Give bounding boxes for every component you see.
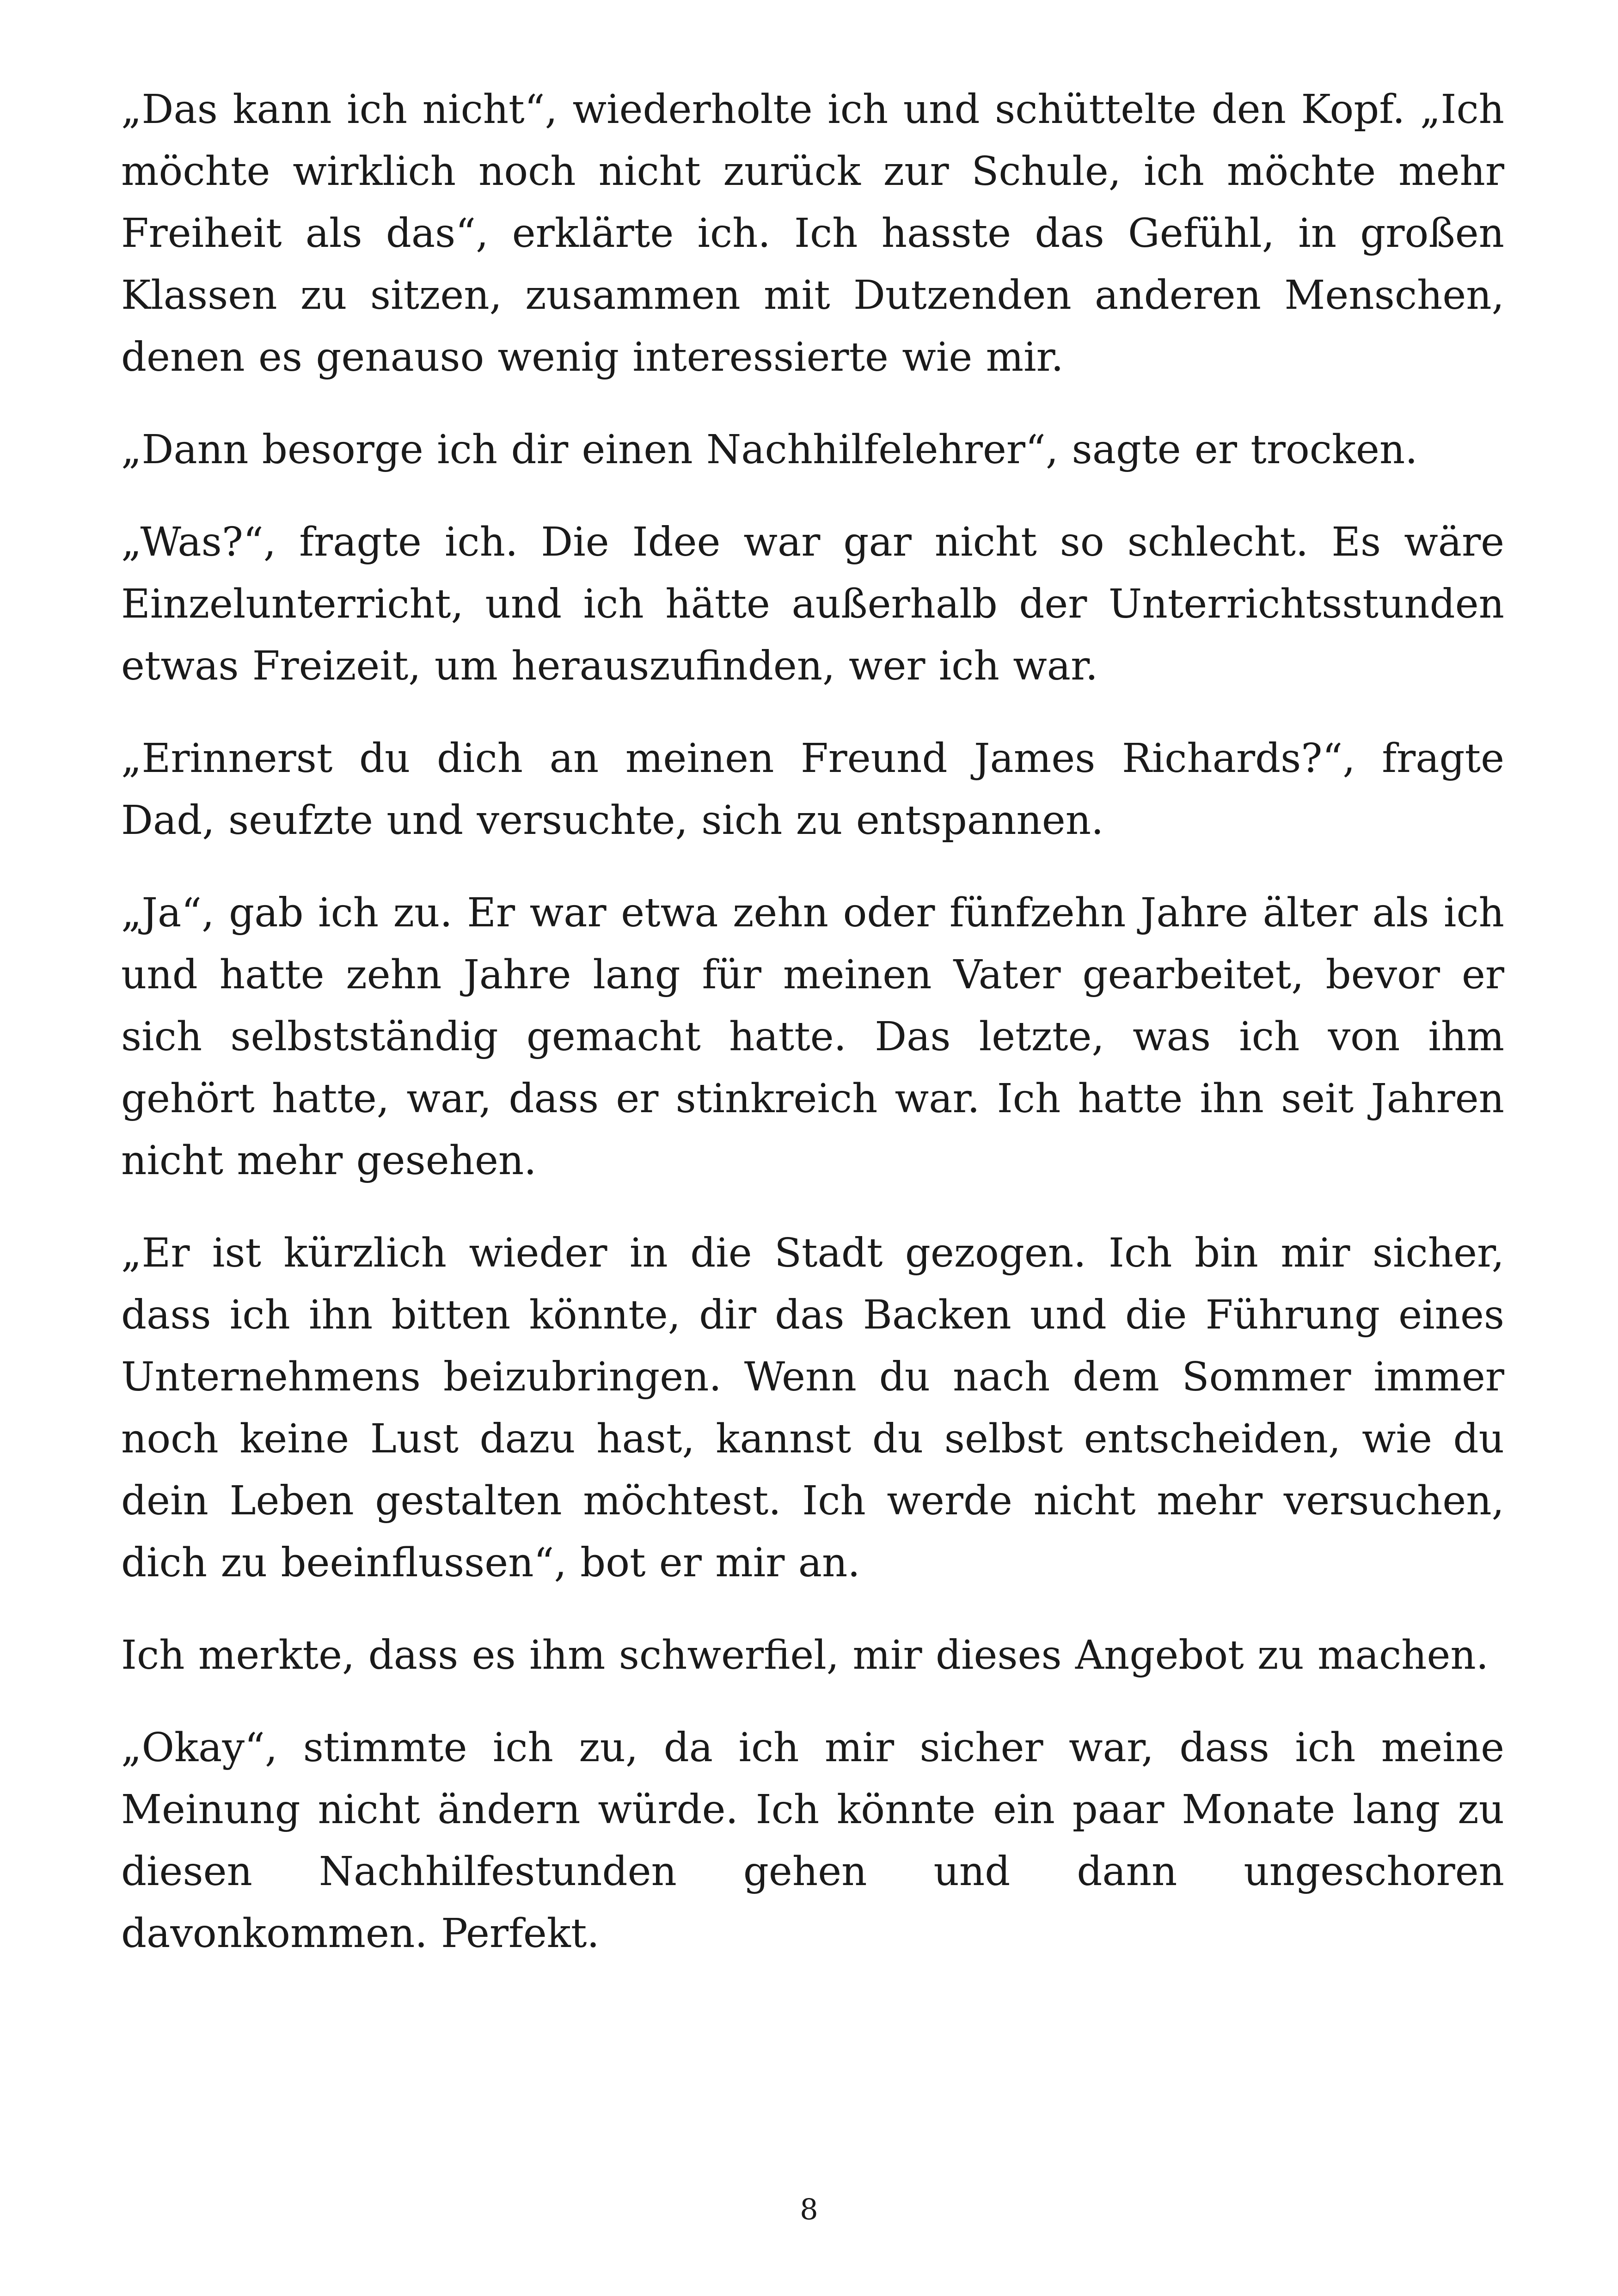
paragraph-1: „Das kann ich nicht“, wiederholte ich und schüttelte den Kopf. „Ich möchte wirklich noch nicht zurück zur Schule, ich möchte mehr Freiheit als das“, erklärte ich. Ich hasste das Gefühl, in großen Klassen zu sitzen, zusammen mit Dutzenden anderen Menschen, denen es genauso wenig interessierte wie mir. — [121, 86, 1504, 380]
body-text — [121, 79, 1504, 1995]
page-number: 8 — [800, 2192, 818, 2226]
paragraph-4: „Erinnerst du dich an meinen Freund James Richards?“, fragte Dad, seufzte und versuchte, sich zu entspannen. — [121, 735, 1504, 844]
paragraph-2: „Dann besorge ich dir einen Nachhilfelehrer“, sagte er trocken. — [121, 427, 1418, 473]
paragraph-6: „Er ist kürzlich wieder in die Stadt gezogen. Ich bin mir sicher, dass ich ihn bitten könnte, dir das Backen und die Führung eines Unternehmens beizubringen. Wenn du nach dem Sommer immer noch keine Lust dazu hast, kannst du selbst entscheiden, wie du dein Leben gestalten möchtest. Ich werde nicht mehr versuchen, dich zu beeinflussen“, bot er mir an. — [121, 1230, 1504, 1586]
paragraph-8: „Okay“, stimmte ich zu, da ich mir sicher war, dass ich meine Meinung nicht ändern würde. Ich könnte ein paar Monate lang zu diesen Nachhilfestunden gehen und dann ungeschoren davonkommen. Perfekt. — [121, 1725, 1504, 1957]
paragraph-7: Ich merkte, dass es ihm schwerfiel, mir dieses Angebot zu machen. — [121, 1632, 1489, 1678]
paragraph-3: „Was?“, fragte ich. Die Idee war gar nicht so schlecht. Es wäre Einzelunterricht, und ich hätte außerhalb der Unterrichtsstunden etwas Freizeit, um herauszufinden, wer ich war. — [121, 519, 1504, 689]
paragraph-5: „Ja“, gab ich zu. Er war etwa zehn oder fünfzehn Jahre älter als ich und hatte zehn Jahre lang für meinen Vater gearbeitet, bevor er sich selbstständig gemacht hatte. Das letzte, was ich von ihm gehört hatte, war, dass er stinkreich war. Ich hatte ihn seit Jahren nicht mehr gesehen. — [121, 890, 1504, 1184]
